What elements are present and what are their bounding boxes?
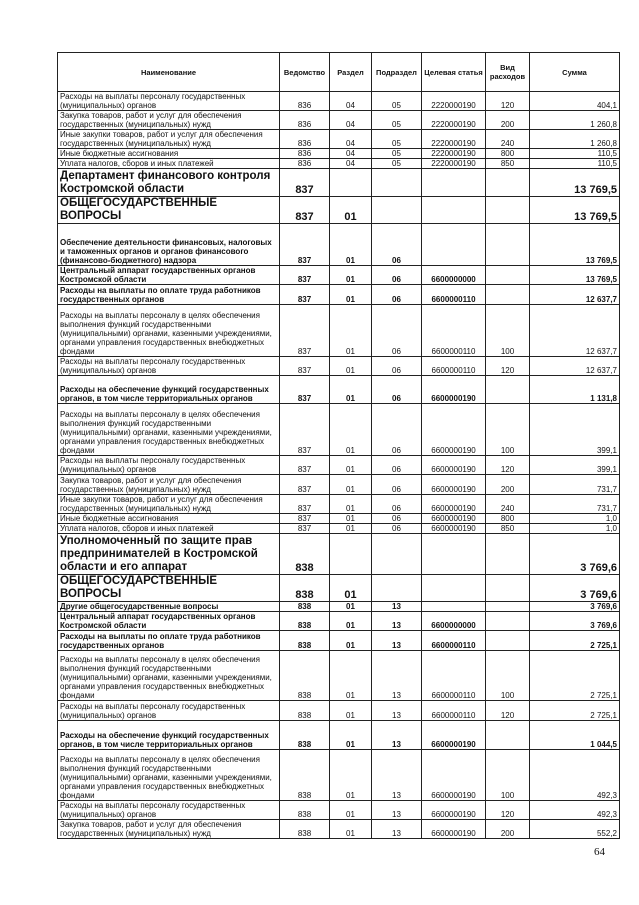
table-row [58,197,620,224]
row-name: Иные закупки товаров, работ и услуг для обеспечения государственных (муниципальных) нужд [58,130,280,149]
row-subsection [372,575,422,602]
row-name: Обеспечение деятельности финансовых, налоговых и таможенных органов и органов финансового (финансово-бюджетного) надзора [58,224,280,266]
row-target-item [422,575,486,602]
row-subsection: 13 [372,701,422,721]
row-section: 01 [330,266,372,285]
row-department: 836 [280,159,330,169]
row-subsection: 06 [372,285,422,305]
table-header-row [58,53,620,92]
row-department: 838 [280,631,330,651]
row-section: 01 [330,285,372,305]
table-row [58,631,620,651]
row-section: 01 [330,575,372,602]
row-department: 837 [280,495,330,514]
row-section: 04 [330,130,372,149]
row-section: 01 [330,305,372,357]
table-row [58,266,620,285]
header-target-item: Целевая статья [422,53,486,92]
row-subsection: 06 [372,376,422,404]
row-sum: 1 260,8 [530,111,620,130]
row-expense-type: 120 [486,456,530,475]
row-subsection [372,534,422,575]
row-target-item: 6600000190 [422,750,486,801]
row-expense-type: 240 [486,130,530,149]
row-name: Расходы на выплаты персоналу государственных (муниципальных) органов [58,701,280,721]
row-department: 838 [280,651,330,701]
row-name: Центральный аппарат государственных органов Костромской области [58,612,280,631]
row-target-item: 6600000110 [422,285,486,305]
row-target-item: 6600000110 [422,357,486,376]
row-expense-type: 120 [486,92,530,111]
row-target-item: 6600000190 [422,524,486,534]
row-name: Расходы на обеспечение функций государственных органов, в том числе территориальных органов [58,721,280,750]
row-sum: 110,5 [530,159,620,169]
row-department: 838 [280,701,330,721]
row-section: 01 [330,651,372,701]
table-row [58,514,620,524]
row-subsection: 06 [372,514,422,524]
row-sum: 399,1 [530,404,620,456]
table-row [58,534,620,575]
row-target-item [422,169,486,197]
row-sum: 731,7 [530,495,620,514]
row-name: Расходы на выплаты персоналу государственных (муниципальных) органов [58,456,280,475]
table-row [58,111,620,130]
row-target-item: 6600000190 [422,721,486,750]
row-department: 838 [280,534,330,575]
table-row [58,376,620,404]
row-department: 838 [280,721,330,750]
row-section: 04 [330,111,372,130]
table-row [58,404,620,456]
row-sum: 1 260,8 [530,130,620,149]
table-row [58,750,620,801]
row-name: Расходы на выплаты персоналу государственных (муниципальных) органов [58,92,280,111]
header-subsection: Подраздел [372,53,422,92]
row-subsection: 13 [372,602,422,612]
row-section: 01 [330,514,372,524]
row-sum: 3 769,6 [530,602,620,612]
row-name: Расходы на выплаты персоналу в целях обеспечения выполнения функций государственными (муниципальными) органами, казенными учреждениями, органами управления государственных внебюджетных фондами [58,651,280,701]
row-expense-type [486,534,530,575]
row-subsection: 13 [372,801,422,820]
row-target-item: 6600000110 [422,651,486,701]
row-sum: 492,3 [530,750,620,801]
row-subsection: 06 [372,456,422,475]
row-target-item: 6600000190 [422,495,486,514]
row-section: 01 [330,224,372,266]
row-name: Иные бюджетные ассигнования [58,514,280,524]
table-row [58,651,620,701]
row-name: Расходы на выплаты персоналу в целях обеспечения выполнения функций государственными (муниципальными) органами, казенными учреждениями, органами управления государственных внебюджетных фондами [58,404,280,456]
row-expense-type: 120 [486,357,530,376]
row-section: 01 [330,602,372,612]
row-expense-type [486,721,530,750]
row-name: Иные закупки товаров, работ и услуг для обеспечения государственных (муниципальных) нужд [58,495,280,514]
row-section: 01 [330,456,372,475]
row-section: 01 [330,631,372,651]
row-department: 837 [280,514,330,524]
row-sum: 12 637,7 [530,305,620,357]
row-name: Расходы на выплаты по оплате труда работников государственных органов [58,631,280,651]
table-row [58,130,620,149]
row-subsection: 06 [372,495,422,514]
row-sum: 13 769,5 [530,266,620,285]
row-expense-type [486,631,530,651]
row-expense-type: 100 [486,651,530,701]
table-row [58,149,620,159]
row-department: 837 [280,224,330,266]
row-section: 04 [330,92,372,111]
row-target-item [422,534,486,575]
row-section: 01 [330,524,372,534]
table-row [58,285,620,305]
row-name: Закупка товаров, работ и услуг для обеспечения государственных (муниципальных) нужд [58,111,280,130]
row-expense-type: 100 [486,305,530,357]
row-section: 01 [330,612,372,631]
table-row [58,524,620,534]
row-section: 01 [330,475,372,495]
row-section: 04 [330,159,372,169]
row-expense-type [486,224,530,266]
row-department: 837 [280,266,330,285]
table-row [58,305,620,357]
row-section: 01 [330,197,372,224]
row-department: 838 [280,575,330,602]
table-row [58,92,620,111]
row-name: Центральный аппарат государственных органов Костромской области [58,266,280,285]
row-sum: 110,5 [530,149,620,159]
row-target-item: 2220000190 [422,159,486,169]
row-name: ОБЩЕГОСУДАРСТВЕННЫЕ ВОПРОСЫ [58,575,280,602]
row-sum: 731,7 [530,475,620,495]
row-sum: 404,1 [530,92,620,111]
table-row [58,357,620,376]
row-section: 04 [330,149,372,159]
row-target-item: 6600000000 [422,266,486,285]
row-target-item [422,197,486,224]
row-sum: 13 769,5 [530,169,620,197]
row-expense-type [486,285,530,305]
row-expense-type: 800 [486,149,530,159]
row-target-item [422,224,486,266]
budget-table [57,52,620,839]
row-subsection: 05 [372,111,422,130]
page-number: 64 [594,846,605,858]
row-department: 838 [280,820,330,839]
row-department: 837 [280,305,330,357]
row-subsection: 06 [372,404,422,456]
header-section: Раздел [330,53,372,92]
row-target-item: 6600000000 [422,612,486,631]
row-section: 01 [330,701,372,721]
row-department: 838 [280,750,330,801]
row-expense-type: 800 [486,514,530,524]
header-name: Наименование [58,53,280,92]
row-department: 837 [280,456,330,475]
table-row [58,612,620,631]
row-name: Расходы на выплаты персоналу государственных (муниципальных) органов [58,801,280,820]
row-department: 836 [280,130,330,149]
row-sum: 12 637,7 [530,357,620,376]
row-subsection: 06 [372,524,422,534]
row-expense-type [486,602,530,612]
row-target-item: 2220000190 [422,130,486,149]
row-section: 01 [330,721,372,750]
row-subsection: 06 [372,357,422,376]
row-expense-type: 100 [486,750,530,801]
row-department: 837 [280,404,330,456]
row-expense-type [486,266,530,285]
row-sum: 13 769,5 [530,197,620,224]
row-sum: 3 769,6 [530,534,620,575]
table-row [58,801,620,820]
row-subsection: 05 [372,159,422,169]
row-department: 837 [280,475,330,495]
row-sum: 1,0 [530,514,620,524]
table-row [58,169,620,197]
row-section: 01 [330,801,372,820]
table-row [58,721,620,750]
table-row [58,475,620,495]
row-department: 838 [280,602,330,612]
table-row [58,602,620,612]
header-sum: Сумма [530,53,620,92]
row-subsection: 06 [372,266,422,285]
row-sum: 2 725,1 [530,631,620,651]
row-expense-type: 200 [486,111,530,130]
row-target-item: 2220000190 [422,111,486,130]
row-name: Другие общегосударственные вопросы [58,602,280,612]
row-section [330,534,372,575]
row-section [330,169,372,197]
row-expense-type [486,197,530,224]
row-name: Закупка товаров, работ и услуг для обеспечения государственных (муниципальных) нужд [58,820,280,839]
row-subsection: 06 [372,475,422,495]
row-sum: 2 725,1 [530,651,620,701]
row-sum: 13 769,5 [530,224,620,266]
row-department: 836 [280,92,330,111]
row-name: Закупка товаров, работ и услуг для обеспечения государственных (муниципальных) нужд [58,475,280,495]
row-sum: 1,0 [530,524,620,534]
table-row [58,495,620,514]
row-sum: 1 044,5 [530,721,620,750]
row-department: 837 [280,169,330,197]
row-expense-type: 850 [486,524,530,534]
row-department: 837 [280,524,330,534]
row-section: 01 [330,820,372,839]
row-expense-type [486,169,530,197]
row-target-item: 6600000190 [422,820,486,839]
row-department: 837 [280,376,330,404]
row-section: 01 [330,495,372,514]
row-target-item: 6600000110 [422,631,486,651]
row-target-item: 6600000110 [422,701,486,721]
row-expense-type: 850 [486,159,530,169]
table-row [58,159,620,169]
row-department: 838 [280,612,330,631]
row-subsection: 05 [372,92,422,111]
row-name: Уполномоченный по защите прав предпринимателей в Костромской области и его аппарат [58,534,280,575]
row-expense-type [486,376,530,404]
row-subsection: 13 [372,651,422,701]
budget-table-sheet [57,52,619,839]
row-expense-type [486,612,530,631]
row-target-item [422,602,486,612]
row-department: 837 [280,285,330,305]
row-name: Уплата налогов, сборов и иных платежей [58,524,280,534]
row-sum: 492,3 [530,801,620,820]
row-name: ОБЩЕГОСУДАРСТВЕННЫЕ ВОПРОСЫ [58,197,280,224]
table-row [58,575,620,602]
row-subsection: 06 [372,305,422,357]
row-expense-type: 120 [486,701,530,721]
row-sum: 399,1 [530,456,620,475]
row-name: Расходы на выплаты персоналу государственных (муниципальных) органов [58,357,280,376]
row-name: Расходы на выплаты персоналу в целях обеспечения выполнения функций государственными (муниципальными) органами, казенными учреждениями, органами управления государственных внебюджетных фондами [58,305,280,357]
row-department: 838 [280,801,330,820]
row-sum: 3 769,6 [530,612,620,631]
row-expense-type: 120 [486,801,530,820]
row-expense-type [486,575,530,602]
row-subsection: 06 [372,224,422,266]
row-subsection: 13 [372,721,422,750]
row-target-item: 6600000190 [422,514,486,524]
row-sum: 2 725,1 [530,701,620,721]
header-department: Ведомство [280,53,330,92]
row-subsection: 13 [372,820,422,839]
row-department: 837 [280,197,330,224]
row-department: 837 [280,357,330,376]
row-name: Расходы на выплаты по оплате труда работников государственных органов [58,285,280,305]
table-row [58,701,620,721]
row-expense-type: 200 [486,820,530,839]
row-sum: 3 769,6 [530,575,620,602]
header-expense-type: Вид расходов [486,53,530,92]
row-sum: 1 131,8 [530,376,620,404]
row-sum: 12 637,7 [530,285,620,305]
row-name: Уплата налогов, сборов и иных платежей [58,159,280,169]
row-name: Расходы на выплаты персоналу в целях обеспечения выполнения функций государственными (муниципальными) органами, казенными учреждениями, органами управления государственных внебюджетных фондами [58,750,280,801]
row-subsection [372,169,422,197]
row-section: 01 [330,750,372,801]
row-target-item: 2220000190 [422,92,486,111]
row-target-item: 6600000190 [422,376,486,404]
row-target-item: 2220000190 [422,149,486,159]
row-section: 01 [330,404,372,456]
row-subsection [372,197,422,224]
row-section: 01 [330,376,372,404]
row-target-item: 6600000190 [422,475,486,495]
row-name: Расходы на обеспечение функций государственных органов, в том числе территориальных органов [58,376,280,404]
row-subsection: 05 [372,149,422,159]
row-subsection: 05 [372,130,422,149]
row-department: 836 [280,111,330,130]
table-row [58,456,620,475]
row-subsection: 13 [372,612,422,631]
row-name: Иные бюджетные ассигнования [58,149,280,159]
row-subsection: 13 [372,750,422,801]
row-target-item: 6600000190 [422,456,486,475]
row-expense-type: 200 [486,475,530,495]
table-row [58,820,620,839]
row-sum: 552,2 [530,820,620,839]
row-expense-type: 240 [486,495,530,514]
row-expense-type: 100 [486,404,530,456]
row-target-item: 6600000190 [422,404,486,456]
row-name: Департамент финансового контроля Костромской области [58,169,280,197]
row-section: 01 [330,357,372,376]
row-department: 836 [280,149,330,159]
row-target-item: 6600000110 [422,305,486,357]
row-subsection: 13 [372,631,422,651]
table-row [58,224,620,266]
row-target-item: 6600000190 [422,801,486,820]
